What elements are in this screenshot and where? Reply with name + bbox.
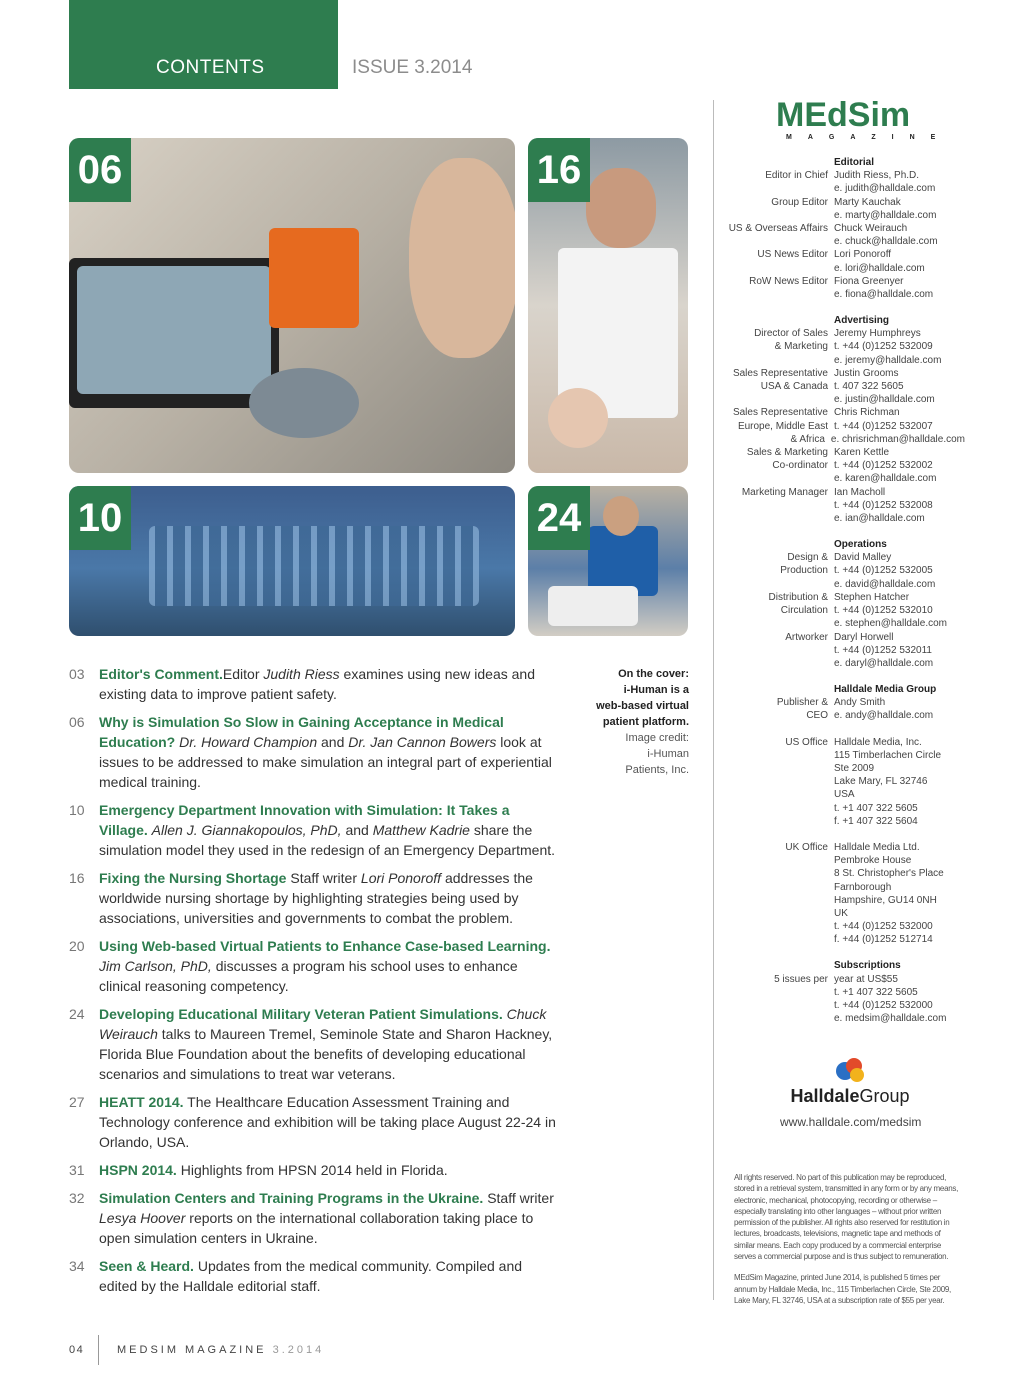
toc-title[interactable]: Emergency Department Innovation with Simulation: It Takes a Village. — [99, 802, 510, 838]
toc-page-number: 34 — [69, 1258, 85, 1274]
toc-author: Judith Riess — [263, 666, 340, 682]
masthead-row — [715, 709, 965, 722]
publication-text: MEdSim Magazine, printed June 2014, is published 5 times per annum by Halldale Media, Inc., 115 Timberlachen Circle, Ste 2009, Lake Mary, FL 32746, USA at a subscription rate of $55 per year. — [734, 1273, 951, 1305]
masthead-value: Daryl Horwell — [834, 631, 894, 643]
laptop-screen-shape — [77, 266, 271, 394]
masthead-value[interactable]: e. fiona@halldale.com — [834, 289, 934, 301]
page-number-badge: 24 — [528, 486, 590, 550]
toc-description: Staff writer — [286, 870, 361, 886]
masthead-value: f. +1 407 322 5604 — [834, 815, 918, 827]
masthead-role: Marketing Manager — [741, 486, 828, 498]
cover-line: patient platform. — [602, 716, 689, 728]
masthead-value[interactable]: e. medsim@halldale.com — [834, 1013, 947, 1025]
masthead-row — [715, 564, 965, 577]
masthead-row — [715, 446, 965, 459]
cover-line: i-Human is a — [623, 684, 689, 696]
section-gap — [715, 525, 965, 538]
masthead-role: Editor in Chief — [765, 170, 828, 182]
logo-name: MEdSim — [776, 96, 911, 134]
toc-entry[interactable] — [69, 800, 559, 860]
toc-entry[interactable] — [69, 1256, 559, 1296]
masthead-role: UK Office — [785, 841, 828, 853]
masthead-row — [715, 788, 965, 801]
toc-description: reports on the international collaboration taking place to open simulation centers in Ukraine. — [99, 1210, 534, 1246]
toc-description: Updates from the medical community. Compiled and edited by the Halldale editorial staff. — [99, 1258, 523, 1294]
masthead-role — [715, 723, 834, 736]
masthead-row — [715, 182, 965, 195]
masthead-value: David Malley — [834, 552, 892, 564]
toc-entry[interactable] — [69, 868, 559, 928]
halldale-emblem-icon — [830, 1058, 870, 1082]
masthead-value: 115 Timberlachen Circle — [834, 749, 942, 761]
masthead-value: t. +44 (0)1252 532002 — [834, 460, 933, 472]
masthead-role — [715, 894, 834, 907]
halldale-logo — [780, 1058, 920, 1129]
toc-title[interactable]: Simulation Centers and Training Programs in the Ukraine. — [99, 1190, 484, 1206]
section-gap — [715, 947, 965, 960]
toc-description: discusses a program his school uses to enhance clinical reasoning competency. — [99, 958, 518, 994]
masthead-row — [715, 288, 965, 301]
masthead-value: Chris Richman — [834, 407, 900, 419]
masthead-role: Circulation — [780, 605, 828, 617]
masthead-value: Farnborough — [834, 881, 892, 893]
masthead-value[interactable]: e. karen@halldale.com — [834, 473, 937, 485]
cover-line: web-based virtual — [596, 700, 689, 712]
medsim-logo — [776, 96, 952, 141]
toc-author: Dr. Howard Champion — [179, 734, 318, 750]
masthead-value[interactable]: e. lori@halldale.com — [834, 262, 925, 274]
masthead-role: Sales & Marketing — [746, 447, 828, 459]
toc-entry[interactable] — [69, 664, 559, 704]
masthead-heading-row — [715, 959, 965, 972]
cover-heading: On the cover: — [618, 668, 689, 680]
masthead-role: US Office — [785, 736, 828, 748]
cover-note — [580, 666, 689, 778]
masthead-role: Distribution & — [768, 591, 828, 603]
logo-subtitle: MAGAZINE — [786, 134, 952, 141]
credit-line: i-Human — [647, 748, 689, 760]
credit-line: Image credit: — [625, 732, 689, 744]
toc-description: The Healthcare Education Assessment Training and Technology conference and exhibition will be taking place August 22-24 in Orlando, USA. — [99, 1094, 556, 1150]
table-of-contents — [69, 664, 559, 1304]
masthead-role — [715, 578, 834, 591]
masthead-row — [715, 920, 965, 933]
masthead-row — [715, 433, 965, 446]
toc-title[interactable]: HSPN 2014. — [99, 1162, 177, 1178]
masthead-role — [715, 617, 834, 630]
masthead-role: Director of Sales — [754, 328, 828, 340]
masthead-value — [834, 723, 965, 736]
masthead-row — [715, 499, 965, 512]
masthead-row — [715, 327, 965, 340]
masthead-row — [715, 235, 965, 248]
floor-plan-shape — [149, 526, 479, 606]
footer-issue: 3.2014 — [272, 1344, 325, 1356]
masthead-role — [715, 815, 834, 828]
masthead-section-heading: Editorial — [834, 157, 875, 168]
masthead-value[interactable]: e. chrisrichman@halldale.com — [830, 433, 965, 445]
toc-page-number: 03 — [69, 666, 85, 682]
photo-surgical-simulator[interactable] — [69, 138, 515, 473]
masthead-row — [715, 933, 965, 946]
masthead-row — [715, 472, 965, 485]
toc-description: Highlights from HPSN 2014 held in Florida. — [176, 1162, 448, 1178]
masthead-value: Marty Kauchak — [834, 196, 901, 208]
haptic-device-shape — [249, 368, 359, 438]
masthead-role — [715, 393, 834, 406]
masthead-value: Halldale Media Ltd. — [834, 841, 920, 853]
masthead-section-heading: Advertising — [834, 315, 890, 327]
masthead-role: Co-ordinator — [772, 460, 828, 472]
masthead-role — [715, 235, 834, 248]
masthead-role: USA & Canada — [760, 381, 828, 393]
masthead-role: Production — [780, 565, 828, 577]
masthead-value: f. +44 (0)1252 512714 — [834, 934, 933, 946]
masthead-value: Justin Grooms — [834, 367, 899, 379]
toc-author: Allen J. Giannakopoulos, PhD, — [151, 822, 342, 838]
masthead-role: Group Editor — [771, 196, 828, 208]
masthead-value: t. 407 322 5605 — [834, 381, 904, 393]
toc-title[interactable]: Why is Simulation So Slow in Gaining Acceptance in Medical Education? — [99, 714, 504, 750]
masthead-row — [715, 406, 965, 419]
toc-title[interactable]: Seen & Heard. — [99, 1258, 194, 1274]
masthead-value: Halldale Media, Inc. — [834, 736, 922, 748]
masthead-row — [715, 881, 965, 894]
face-shape — [409, 158, 515, 358]
masthead-value: Andy Smith — [834, 697, 886, 709]
masthead-role — [715, 182, 834, 195]
column-divider — [713, 100, 714, 1300]
toc-description: and — [317, 734, 349, 750]
masthead-row — [715, 657, 965, 670]
contents-banner — [69, 0, 338, 89]
halldale-name: Halldale — [790, 1086, 860, 1106]
masthead-row — [715, 222, 965, 235]
masthead-role — [715, 867, 834, 880]
masthead-role: Design & — [787, 552, 828, 564]
page-number-badge: 10 — [69, 486, 131, 550]
masthead-role — [715, 920, 834, 933]
toc-entry[interactable] — [69, 712, 559, 792]
toc-author: Dr. Jan Cannon Bowers — [348, 734, 497, 750]
masthead-row — [715, 617, 965, 630]
masthead-row — [715, 736, 965, 749]
masthead-row — [715, 591, 965, 604]
masthead-role — [715, 788, 834, 801]
masthead-row — [715, 802, 965, 815]
masthead-row — [715, 775, 965, 788]
masthead-row — [715, 262, 965, 275]
masthead-value: Fiona Greenyer — [834, 275, 904, 287]
toc-title[interactable]: Developing Educational Military Veteran Patient Simulations. — [99, 1006, 503, 1022]
masthead-role — [715, 986, 834, 999]
masthead-value: Hampshire, GU14 0NH — [834, 894, 937, 906]
masthead-section-heading: Operations — [834, 539, 887, 551]
masthead-row — [715, 248, 965, 261]
masthead-role — [715, 499, 834, 512]
masthead-value: Jeremy Humphreys — [834, 328, 921, 340]
toc-description: and — [341, 822, 373, 838]
masthead-row — [715, 420, 965, 433]
toc-title[interactable]: HEATT 2014. — [99, 1094, 184, 1110]
toc-page-number: 16 — [69, 870, 85, 886]
masthead-value: t. +44 (0)1252 532010 — [834, 605, 933, 617]
masthead-role — [715, 762, 834, 775]
masthead-role: Artworker — [785, 631, 828, 643]
masthead-row — [715, 512, 965, 525]
magazine-name: MEDSIM MAGAZINE — [117, 1344, 267, 1356]
footer-divider — [98, 1335, 99, 1365]
footer-magazine — [117, 1344, 324, 1356]
masthead-section-heading: Halldale Media Group — [834, 683, 937, 695]
toc-description: look at issues to be addressed to make simulation an integral part of experiential medical training. — [99, 734, 552, 790]
toc-description: Staff writer — [483, 1190, 554, 1206]
masthead-value: year at US$55 — [834, 973, 898, 985]
masthead-heading-row — [715, 156, 965, 169]
manikin-shape — [548, 388, 608, 448]
toc-page-number: 10 — [69, 802, 85, 818]
masthead-row — [715, 815, 965, 828]
masthead-value: Pembroke House — [834, 855, 912, 867]
section-gap — [715, 301, 965, 314]
masthead-row — [715, 696, 965, 709]
page-number-badge: 06 — [69, 138, 131, 202]
toc-page-number: 27 — [69, 1094, 85, 1110]
masthead-row — [715, 999, 965, 1012]
masthead-value: t. +44 (0)1252 532011 — [834, 644, 932, 656]
masthead-role — [715, 828, 834, 841]
masthead-row — [715, 367, 965, 380]
masthead-row — [715, 1012, 965, 1025]
masthead-role: Sales Representative — [732, 367, 828, 379]
masthead-role: CEO — [806, 710, 828, 722]
masthead-role: & Africa — [790, 433, 825, 445]
credit-line: Patients, Inc. — [625, 764, 689, 776]
masthead-value: Ian Macholl — [834, 486, 886, 498]
masthead-value: t. +44 (0)1252 532007 — [834, 420, 933, 432]
masthead-value[interactable]: e. ian@halldale.com — [834, 513, 925, 525]
masthead-row — [715, 578, 965, 591]
masthead-value: t. +44 (0)1252 532005 — [834, 565, 933, 577]
masthead-value: t. +1 407 322 5605 — [834, 802, 918, 814]
masthead-value: t. +44 (0)1252 532000 — [834, 999, 933, 1011]
toc-author: Chuck Weirauch — [99, 1006, 547, 1042]
masthead-row — [715, 723, 965, 736]
masthead-value: t. +44 (0)1252 532009 — [834, 341, 933, 353]
masthead-role — [715, 802, 834, 815]
masthead-role: US & Overseas Affairs — [728, 223, 828, 235]
toc-entry[interactable] — [69, 1004, 559, 1084]
masthead-role — [715, 472, 834, 485]
masthead-role — [715, 881, 834, 894]
section-gap — [715, 670, 965, 683]
masthead — [715, 156, 965, 1025]
masthead-role — [715, 775, 834, 788]
masthead-row — [715, 749, 965, 762]
masthead-value: Karen Kettle — [834, 447, 890, 459]
masthead-role — [715, 512, 834, 525]
masthead-value: t. +44 (0)1252 532000 — [834, 921, 933, 933]
masthead-row — [715, 631, 965, 644]
toc-title[interactable]: Using Web-based Virtual Patients to Enhance Case-based Learning. — [99, 938, 551, 954]
toc-page-number: 31 — [69, 1162, 85, 1178]
masthead-role — [715, 644, 834, 657]
masthead-heading-row — [715, 683, 965, 696]
masthead-role: Europe, Middle East — [737, 420, 828, 432]
masthead-role: 5 issues per — [774, 973, 828, 985]
masthead-role — [715, 854, 834, 867]
masthead-row — [715, 986, 965, 999]
masthead-row — [715, 380, 965, 393]
masthead-role — [715, 657, 834, 670]
masthead-row — [715, 196, 965, 209]
toc-description: examines using new ideas and existing data to improve patient safety. — [99, 666, 535, 702]
photo-patient-simulation[interactable] — [528, 486, 688, 636]
toc-page-number: 20 — [69, 938, 85, 954]
masthead-row — [715, 867, 965, 880]
masthead-row — [715, 169, 965, 182]
halldale-url[interactable]: www.halldale.com/medsim — [780, 1115, 922, 1129]
toc-title[interactable]: Editor's Comment. — [99, 666, 223, 682]
toc-author: Lori Ponoroff — [360, 870, 442, 886]
orange-cabinet-shape — [269, 228, 359, 328]
face-shape — [586, 168, 656, 248]
masthead-row — [715, 604, 965, 617]
masthead-value: Ste 2009 — [834, 762, 875, 774]
masthead-value: t. +1 407 322 5605 — [834, 986, 918, 998]
toc-page-number: 24 — [69, 1006, 85, 1022]
masthead-role — [715, 907, 834, 920]
masthead-heading-row — [715, 538, 965, 551]
legal-notice — [734, 1172, 960, 1316]
toc-entry[interactable] — [69, 1188, 559, 1248]
page-footer — [69, 1335, 369, 1365]
masthead-row — [715, 907, 965, 920]
masthead-role: Sales Representative — [732, 407, 828, 419]
toc-description: share the simulation model they used in the redesign of an Emergency Department. — [99, 822, 556, 858]
toc-description: talks to Maureen Tremel, Seminole State and Sharon Hackney, Florida Blue Foundation about the benefits of developing educational scenarios and simulations to treat war veterans. — [99, 1026, 553, 1082]
copyright-text: All rights reserved. No part of this publication may be reproduced, stored in a retrieval system, transmitted in any form or by any means, electronic, mechanical, photocopying, recording or otherwise – especially translating into other languages – without prior written permission of the publisher. All rights also reserved for restitution in lectures, broadcasts, televisions, magnetic tape and methods of similar means. Each copy produced by a commercial enterprise serves a commercial purpose and is thus subject to remuneration. — [734, 1173, 958, 1262]
masthead-value: USA — [834, 789, 855, 801]
masthead-value[interactable]: e. marty@halldale.com — [834, 209, 937, 221]
masthead-role — [715, 262, 834, 275]
masthead-role: & Marketing — [774, 341, 828, 353]
masthead-row — [715, 209, 965, 222]
masthead-role — [715, 999, 834, 1012]
toc-author: Jim Carlson, PhD, — [99, 958, 212, 974]
masthead-heading-row — [715, 314, 965, 327]
masthead-value: Stephen Hatcher — [834, 591, 910, 603]
toc-title[interactable]: Fixing the Nursing Shortage — [99, 870, 287, 886]
masthead-value[interactable]: e. jeremy@halldale.com — [834, 354, 942, 366]
masthead-row — [715, 393, 965, 406]
masthead-row — [715, 828, 965, 841]
toc-author: Lesya Hoover — [99, 1210, 186, 1226]
masthead-role — [715, 288, 834, 301]
masthead-role: US News Editor — [757, 249, 828, 261]
masthead-role: Publisher & — [776, 697, 828, 709]
masthead-row — [715, 486, 965, 499]
toc-entry[interactable] — [69, 936, 559, 996]
masthead-row — [715, 459, 965, 472]
toc-description: Editor — [222, 666, 264, 682]
patient-shape — [548, 586, 638, 626]
masthead-row — [715, 894, 965, 907]
masthead-section-heading: Subscriptions — [834, 960, 901, 972]
masthead-row — [715, 340, 965, 353]
masthead-value[interactable]: e. chuck@halldale.com — [834, 236, 938, 248]
contents-label: CONTENTS — [156, 57, 265, 78]
masthead-value[interactable]: e. justin@halldale.com — [834, 394, 935, 406]
page-number: 04 — [69, 1344, 85, 1356]
masthead-value: Lori Ponoroff — [834, 249, 892, 261]
masthead-row — [715, 275, 965, 288]
masthead-row — [715, 854, 965, 867]
masthead-row — [715, 551, 965, 564]
toc-page-number: 32 — [69, 1190, 85, 1206]
masthead-value[interactable]: e. daryl@halldale.com — [834, 657, 934, 669]
masthead-role: RoW News Editor — [749, 275, 828, 287]
masthead-row — [715, 841, 965, 854]
toc-entry[interactable] — [69, 1092, 559, 1152]
masthead-value: Chuck Weirauch — [834, 223, 908, 235]
masthead-value: t. +44 (0)1252 532008 — [834, 499, 933, 511]
masthead-value: Lake Mary, FL 32746 — [834, 776, 928, 788]
masthead-value[interactable]: e. stephen@halldale.com — [834, 618, 947, 630]
masthead-role — [715, 1012, 834, 1025]
masthead-value: 8 St. Christopher's Place — [834, 868, 944, 880]
masthead-role — [715, 354, 834, 367]
masthead-value[interactable]: e. andy@halldale.com — [834, 710, 934, 722]
group-name: Group — [859, 1086, 910, 1106]
masthead-value[interactable]: e. david@halldale.com — [834, 578, 936, 590]
masthead-row — [715, 354, 965, 367]
toc-author: Matthew Kadrie — [372, 822, 470, 838]
toc-description: addresses the worldwide nursing shortage by highlighting strategies being used by associations, universities and governments to combat the problem. — [99, 870, 533, 926]
page-number-badge: 16 — [528, 138, 590, 202]
masthead-role — [715, 749, 834, 762]
masthead-value[interactable]: e. judith@halldale.com — [834, 183, 936, 195]
masthead-value: UK — [834, 907, 848, 919]
masthead-row — [715, 644, 965, 657]
masthead-value — [834, 828, 965, 841]
masthead-value: Judith Riess, Ph.D. — [834, 170, 920, 182]
toc-page-number: 06 — [69, 714, 85, 730]
issue-label: ISSUE 3.2014 — [352, 57, 473, 78]
masthead-role — [715, 933, 834, 946]
face-shape — [603, 496, 639, 536]
masthead-row — [715, 973, 965, 986]
toc-entry[interactable] — [69, 1160, 559, 1180]
photo-nurse[interactable] — [528, 138, 688, 473]
masthead-role — [715, 209, 834, 222]
photo-emergency-department-model[interactable] — [69, 486, 515, 636]
masthead-row — [715, 762, 965, 775]
